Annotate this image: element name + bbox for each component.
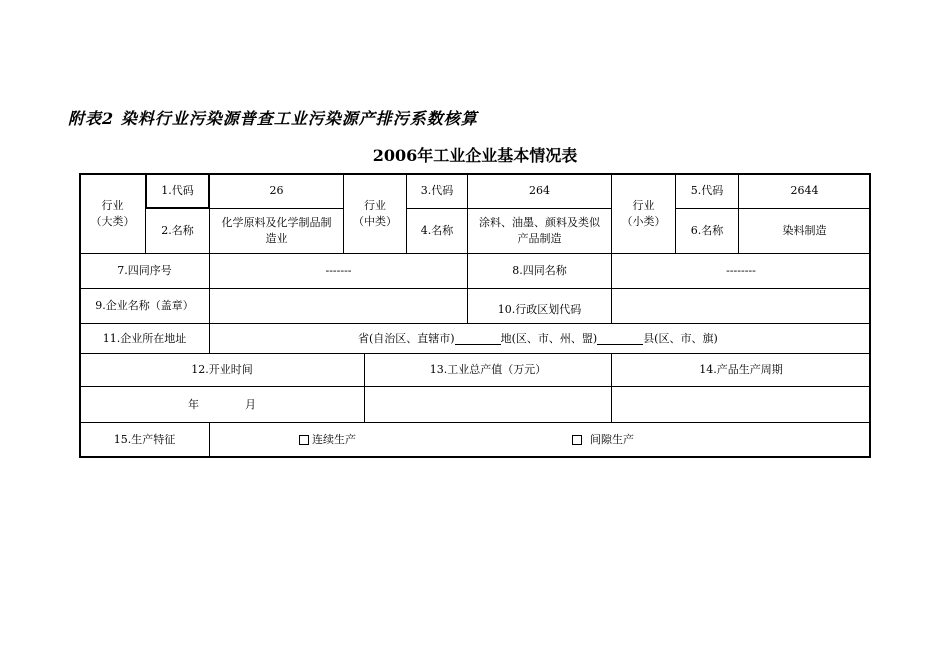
- name2-label: 2.名称: [145, 208, 210, 254]
- code1-value: 26: [209, 173, 344, 209]
- name4-value: 涂料、油墨、颜料及类似产品制造: [467, 208, 612, 254]
- address-county: 县(区、市、旗): [643, 331, 718, 345]
- intermittent-label: 间隙生产: [590, 433, 634, 446]
- continuous-checkbox[interactable]: [299, 435, 309, 445]
- intermittent-option[interactable]: [572, 432, 634, 448]
- region-code-field[interactable]: [611, 288, 871, 324]
- document-heading: 附表2 染料行业污染源普查工业污染源产排污系数核算: [68, 109, 478, 128]
- code1-label: 1.代码: [145, 173, 210, 209]
- code5-label: 5.代码: [675, 173, 739, 209]
- major-category-label: 行业 （大类）: [79, 173, 146, 254]
- name6-label: 6.名称: [675, 208, 739, 254]
- production-cycle-field[interactable]: [611, 386, 871, 423]
- value7: -------: [209, 253, 468, 289]
- code3-value: 264: [467, 173, 612, 209]
- enterprise-name-field[interactable]: [209, 288, 468, 324]
- year-label: 年: [188, 397, 199, 411]
- label9: 9.企业名称（盖章）: [79, 288, 210, 324]
- month-label: 月: [245, 397, 256, 411]
- label10: 10.行政区划代码: [467, 288, 612, 324]
- code3-label: 3.代码: [406, 173, 468, 209]
- minor-category-label: 行业 （小类）: [611, 173, 676, 254]
- label12: 12.开业时间: [79, 353, 365, 387]
- label15: 15.生产特征: [79, 422, 210, 458]
- continuous-label: 连续生产: [312, 433, 356, 446]
- label11: 11.企业所在地址: [79, 323, 210, 354]
- output-value-field[interactable]: [364, 386, 612, 423]
- value8: --------: [611, 253, 871, 289]
- name2-value: 化学原料及化学制品制造业: [209, 208, 344, 254]
- address-blank-1[interactable]: [455, 332, 501, 345]
- mid-category-label: 行业 （中类）: [343, 173, 407, 254]
- intermittent-checkbox[interactable]: [572, 435, 582, 445]
- address-province: 省(自治区、直辖市): [358, 331, 455, 345]
- table-title: 2006年工业企业基本情况表: [372, 146, 578, 165]
- name4-label: 4.名称: [406, 208, 468, 254]
- address-prefecture: 地(区、市、州、盟): [500, 331, 598, 345]
- label13: 13.工业总产值（万元）: [364, 353, 612, 387]
- address-blank-2[interactable]: [597, 332, 643, 345]
- label7: 7.四同序号: [79, 253, 210, 289]
- name6-value: 染料制造: [738, 208, 871, 254]
- address-field[interactable]: [209, 323, 871, 354]
- opening-date-field[interactable]: [79, 386, 365, 423]
- code5-value: 2644: [738, 173, 871, 209]
- production-feature-field: [209, 422, 871, 458]
- label14: 14.产品生产周期: [611, 353, 871, 387]
- label8: 8.四同名称: [467, 253, 612, 289]
- continuous-option[interactable]: [299, 432, 356, 448]
